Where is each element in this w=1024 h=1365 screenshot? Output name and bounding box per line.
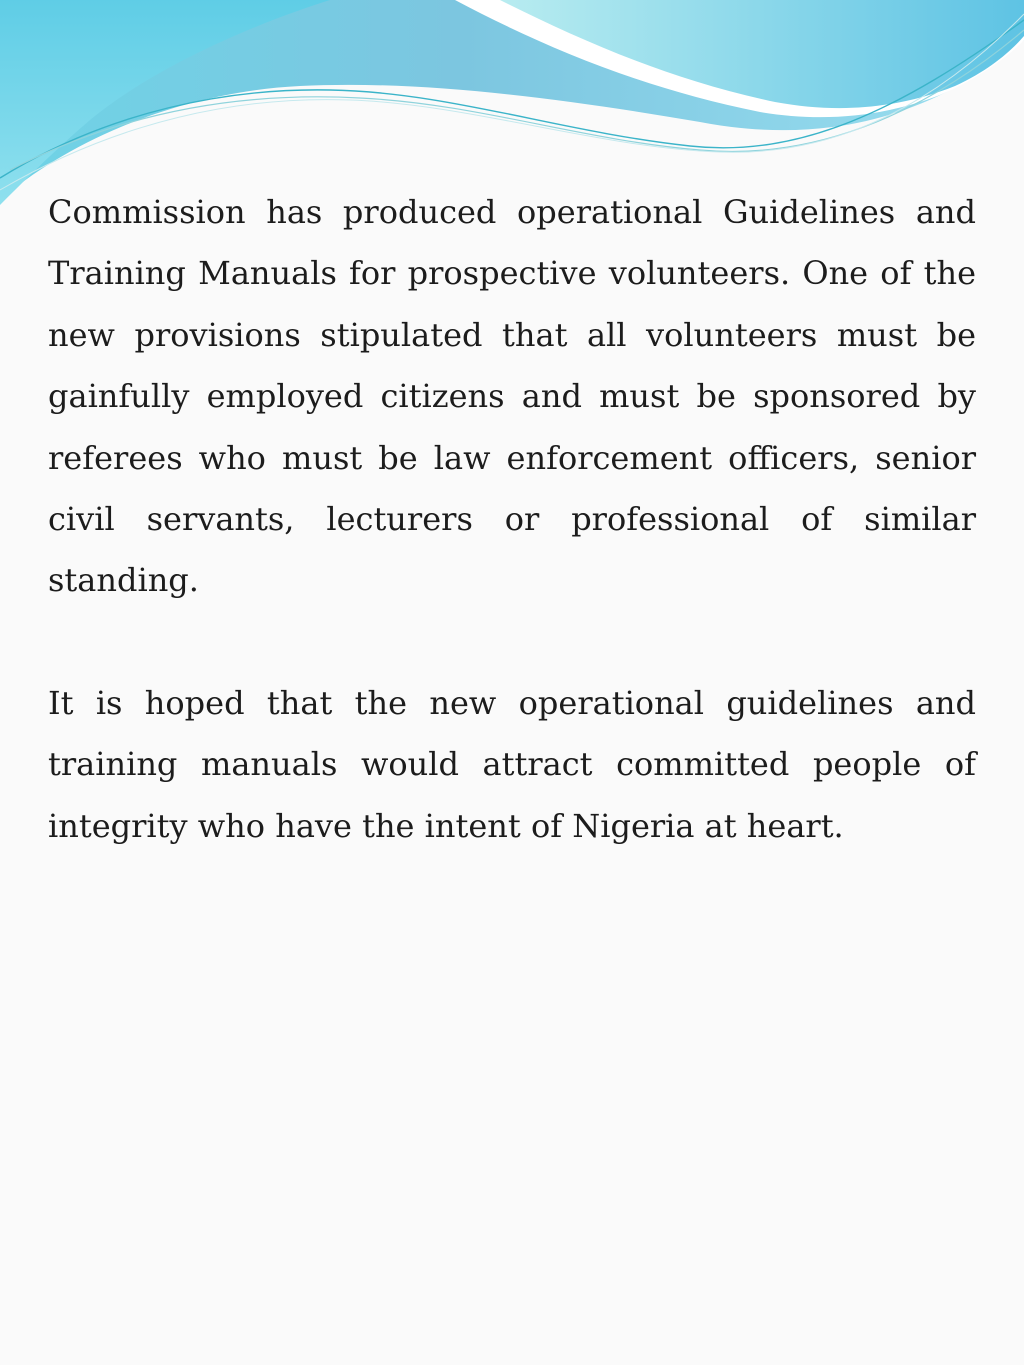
- paragraph-guidelines: Commission has produced operational Guidelines and Training Manuals for prospective volunteers. One of the new provisions stipulated that all volunteers must be gainfully employed citizens and must be sponsored by referees who must be law enforcement officers, senior civil servants, lecturers or professional of similar standing.: [48, 193, 976, 600]
- paragraph-hope: It is hoped that the new operational guidelines and training manuals would attract committed people of integrity who have the intent of Nigeria at heart.: [48, 683, 976, 845]
- body-text: [48, 182, 976, 857]
